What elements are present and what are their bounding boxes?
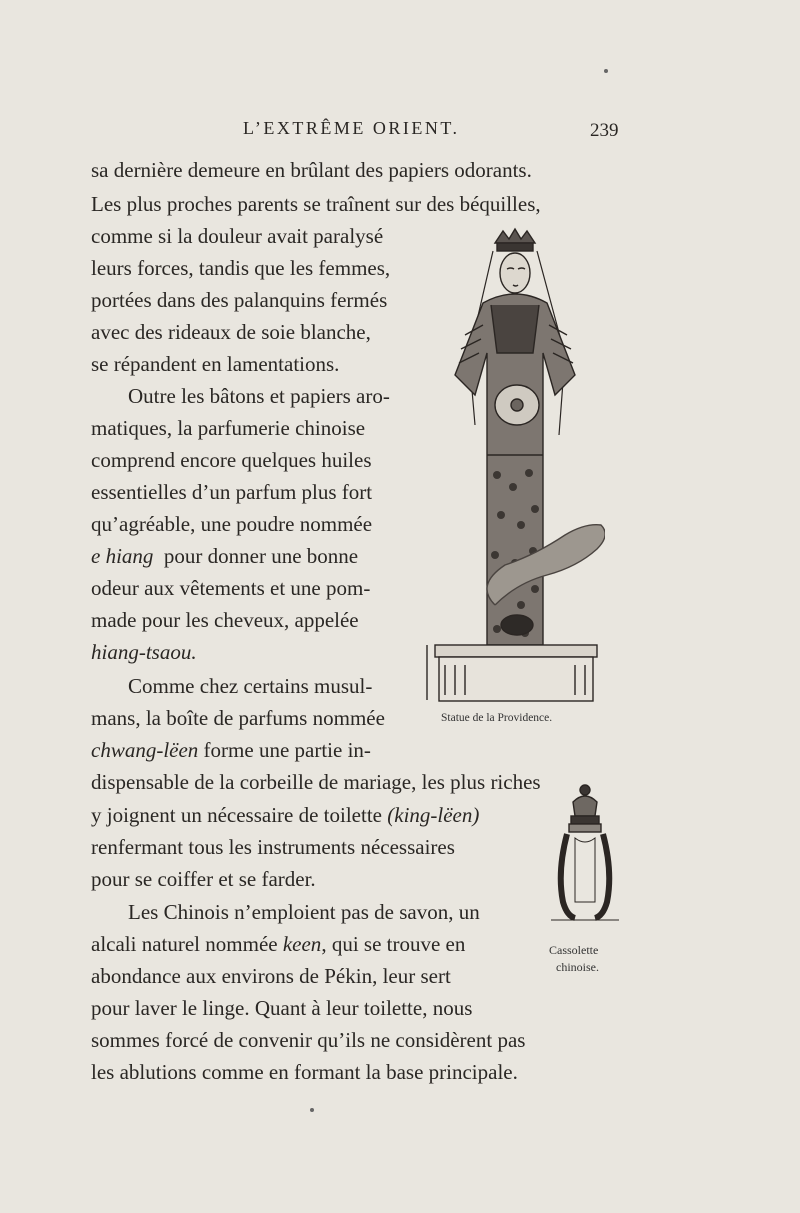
text-line: matiques, la parfumerie chinoise: [91, 416, 366, 440]
text-line: abondance aux environs de Pékin, leur sert: [91, 964, 451, 988]
text-line: mans, la boîte de parfums nommée: [91, 706, 385, 730]
text-line: made pour les cheveux, appelée: [91, 608, 359, 632]
italic-term: hiang-tsaou.: [91, 640, 197, 664]
text-line: qu’agréable, une poudre nommée: [91, 512, 373, 536]
cassolette-caption: Cassolette: [549, 943, 599, 957]
cassolette-illustration: [545, 782, 625, 932]
italic-term: keen: [282, 932, 322, 956]
page-speck: [604, 69, 608, 73]
text-line: essentielles d’un parfum plus fort: [91, 480, 373, 504]
text-line: chwang-lëen forme une partie in-: [91, 738, 371, 762]
text-line: Les plus proches parents se traînent sur des béquilles,: [91, 192, 541, 216]
page-speck: [310, 1108, 314, 1112]
running-title: L’EXTRÊME ORIENT.: [243, 118, 460, 138]
text-line: sommes forcé de convenir qu’ils ne considèrent pas: [91, 1028, 526, 1052]
text-line: renfermant tous les instruments nécessaires: [91, 835, 455, 859]
italic-term: (king-lëen): [387, 803, 480, 827]
statue-caption: Statue de la Providence.: [441, 712, 553, 724]
italic-term: e hiang: [91, 544, 154, 568]
text-line: pour se coiffer et se farder.: [91, 867, 316, 891]
text-line: se répandent en lamentations.: [91, 352, 340, 376]
text-line: avec des rideaux de soie blanche,: [91, 320, 371, 344]
text-line: pour laver le linge. Quant à leur toilette, nous: [91, 996, 473, 1020]
text-line: alcali naturel nommée keen, qui se trouve en: [91, 932, 466, 956]
italic-term: chwang-lëen: [91, 738, 199, 762]
statue-illustration: [425, 225, 605, 705]
text-line: comme si la douleur avait paralysé: [91, 224, 384, 248]
text-line: [91, 642, 197, 663]
text-line: Comme chez certains musul-: [128, 674, 373, 698]
text-line: Outre les bâtons et papiers aro-: [128, 384, 390, 408]
text-line: portées dans des palanquins fermés: [91, 288, 388, 312]
text-line: Les Chinois n’emploient pas de savon, un: [128, 900, 480, 924]
text-line: odeur aux vêtements et une pom-: [91, 576, 371, 600]
text-line: comprend encore quelques huiles: [91, 448, 372, 472]
text-line: y joignent un nécessaire de toilette (king-lëen): [91, 803, 480, 827]
cassolette-caption: chinoise.: [556, 960, 599, 974]
text-line: les ablutions comme en formant la base principale.: [91, 1060, 518, 1084]
text-line: e hiang pour donner une bonne: [91, 544, 359, 568]
text-line: leurs forces, tandis que les femmes,: [91, 256, 391, 280]
page-number: 239: [590, 120, 619, 141]
text-line: dispensable de la corbeille de mariage, les plus riches: [91, 770, 541, 794]
text-line: sa dernière demeure en brûlant des papiers odorants.: [91, 158, 532, 182]
